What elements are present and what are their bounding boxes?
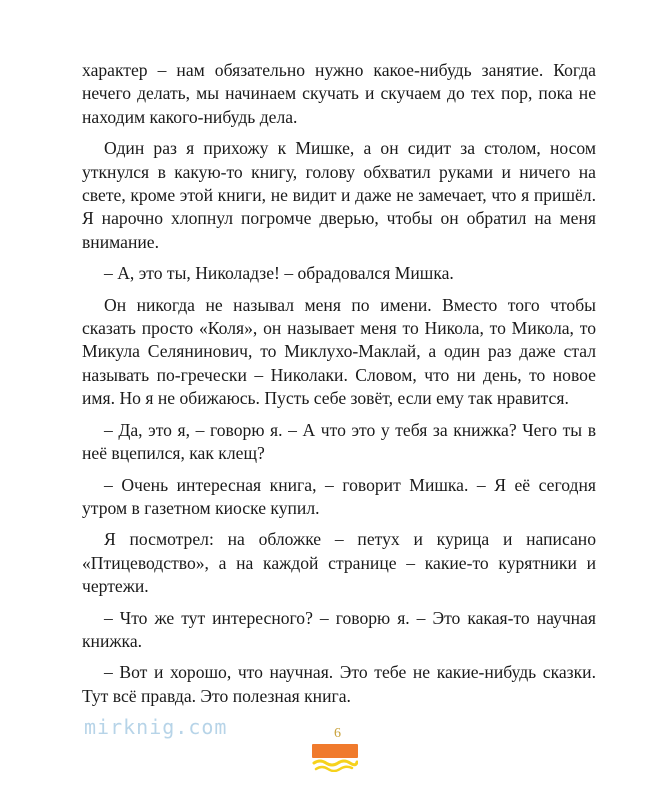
paragraph-3: – А, это ты, Николадзе! – обрадовался Мишка. bbox=[104, 263, 454, 284]
paragraph-2: Один раз я прихожу к Мишке, а он сидит за столом, носом уткнулся в какую-то книгу, голову обхватил руками и ничего на свете, кроме этой книги, не видит и даже не замечает, что я пришёл. Я нарочно хлопнул погромче дверью, чтобы он обратил на меня внимание. bbox=[82, 138, 596, 252]
paragraph-6: – Очень интересная книга, – говорит Мишка. – Я её сегодня утром в газетном киоске купил. bbox=[82, 474, 596, 518]
paragraph-8: – Что же тут интересного? – говорю я. – Это какая-то научная книжка. bbox=[82, 607, 596, 651]
ornament-yellow-wave bbox=[312, 758, 358, 772]
paragraph-4: Он никогда не называл меня по имени. Вместо того чтобы сказать просто «Коля», он называет меня то Никола, то Микола, то Микула Селянинович, то Миклухо-Маклай, а один раз даже стал называть по-гречески – Николаки. Словом, что ни день, то новое имя. Но я не обижаюсь. Пусть себе зовёт, если ему так нравится. bbox=[82, 294, 596, 409]
paragraph-9: – Вот и хорошо, что научная. Это тебе не какие-нибудь сказки. Тут всё правда. Это полезная книга. bbox=[82, 662, 596, 706]
paragraph-1: характер – нам обязательно нужно какое-нибудь занятие. Когда нечего делать, мы начинаем скучать и скучаем до тех пор, пока не находим какого-нибудь дела. bbox=[82, 60, 596, 127]
paragraph-5: – Да, это я, – говорю я. – А что это у тебя за книжка? Чего ты в неё вцепился, как клещ? bbox=[82, 419, 596, 464]
page-ornament bbox=[312, 744, 358, 774]
page-body bbox=[82, 59, 596, 716]
page-number: 6 bbox=[334, 726, 341, 741]
watermark: mirknig.com bbox=[84, 715, 228, 739]
paragraph-7: Я посмотрел: на обложке – петух и курица и написано «Птицеводство», а на каждой странице – какие-то курятники и чертежи. bbox=[82, 529, 596, 597]
ornament-orange-bar bbox=[312, 744, 358, 758]
